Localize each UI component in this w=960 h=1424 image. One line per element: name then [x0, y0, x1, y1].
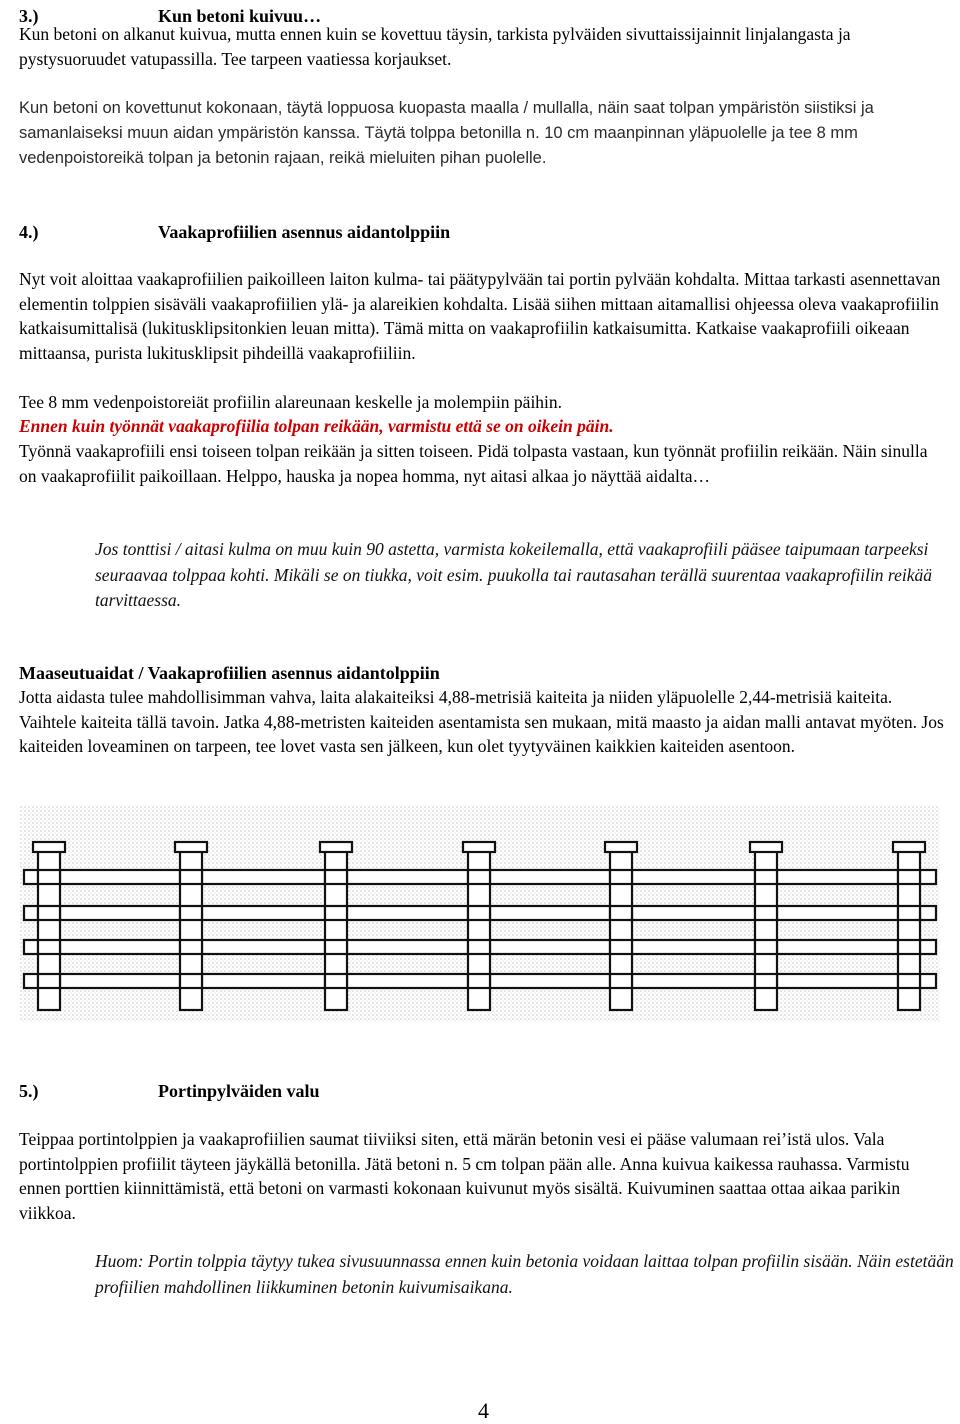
fence-post-cap — [320, 842, 352, 852]
rail-joint — [180, 974, 202, 988]
rail-joint — [325, 870, 347, 884]
rail-joint — [180, 870, 202, 884]
rail-joint — [610, 906, 632, 920]
section-number: 5.) — [19, 1081, 39, 1101]
rail-joint — [38, 870, 60, 884]
rail-joint — [898, 974, 920, 988]
section-title: Kun betoni kuivuu… — [158, 6, 322, 26]
rail-joint — [610, 940, 632, 954]
rail-joint — [38, 906, 60, 920]
rail-joint — [180, 906, 202, 920]
fence-rail-illustration — [20, 806, 940, 1022]
rail-joint — [755, 940, 777, 954]
rail-joint — [468, 870, 490, 884]
section-4-paragraph-1: Nyt voit aloittaa vaakaprofiilien paikoilleen laiton kulma- tai päätypylvään tai portin pylvään kohdalta. Mittaa tarkasti asennettavan elementin tolppien sisäväli vaakaprofiilien ylä- ja alareikien kohdalta. Lisää siihen mittaan aitamallisi ohjeessa oleva vaakaprofiilin katkaisumittalisä (lukitusklipsitonkien leuan mitta). Tämä mitta on vaakaprofiilin katkaisumitta. Katkaise vaakaprofiili oikeaan mittaansa, purista lukitusklipsit pihdeillä vaakaprofiiliin. — [19, 269, 941, 363]
rail-joint — [325, 974, 347, 988]
section-3-paragraph: Kun betoni on kovettunut kokonaan, täytä loppuosa kuopasta maalla / mullalla, näin saat tolpan ympäristön siistiksi ja samanlaiseksi muun aidan ympäristön kanssa. Täytä tolppa betonilla n. 10 cm maanpinnan yläpuolelle ja tee 8 mm vedenpoistoreikä tolpan ja betonin rajaan, reikä mieluiten pihan puolelle. — [19, 99, 874, 167]
rail-joint — [468, 974, 490, 988]
fence-post-cap — [893, 842, 925, 852]
section-3-intro: Kun betoni on alkanut kuivua, mutta ennen kuin se kovettuu täysin, tarkista pylväiden sivuttaissijainnit linjalangasta ja pystysuoruudet vatupassilla. Tee tarpeen vaatiessa korjaukset. — [19, 24, 851, 69]
section-number: 3.) — [19, 6, 39, 26]
fence-post-cap — [33, 842, 65, 852]
warning-text: Ennen kuin työnnät vaakaprofiilia tolpan reikään, varmistu että se on oikein päin. — [19, 416, 614, 436]
rural-heading: Maaseutuaidat / Vaakaprofiilien asennus aidantolppiin — [19, 663, 440, 683]
page-number: 4 — [478, 1398, 489, 1423]
fence-post-cap — [605, 842, 637, 852]
rail-joint — [180, 940, 202, 954]
angle-note: Jos tonttisi / aitasi kulma on muu kuin 90 astetta, varmista kokeilemalla, että vaakaprofiili pääsee taipumaan tarpeeksi seuraavaa tolppaa kohti. Mikäli se on tiukka, voit esim. puukolla tai rautasahan terällä suurentaa vaakaprofiilin reikää tarvittaessa. — [95, 539, 932, 610]
rail-joint — [898, 906, 920, 920]
rail-joint — [610, 870, 632, 884]
fence-post-cap — [175, 842, 207, 852]
section-4-paragraph-2: Tee 8 mm vedenpoistoreiät profiilin alareunaan keskelle ja molempiin päihin. — [19, 392, 563, 412]
fence-post-cap — [750, 842, 782, 852]
rail-joint — [755, 974, 777, 988]
rail-joint — [325, 940, 347, 954]
section-4-paragraph-3: Työnnä vaakaprofiili ensi toiseen tolpan reikään ja sitten toiseen. Pidä tolpasta vastaan, kun työnnät profiilin reikään. Näin sinulla on vaakaprofiilit paikoillaan. Helppo, hauska ja nopea homma, nyt aitasi alkaa jo näyttää aidalta… — [19, 441, 928, 486]
rail-joint — [755, 906, 777, 920]
section-title: Vaakaprofiilien asennus aidantolppiin — [158, 222, 451, 242]
rail-joint — [325, 906, 347, 920]
rail-joint — [38, 940, 60, 954]
section-number: 4.) — [19, 222, 39, 242]
section-4-heading — [19, 220, 450, 244]
rural-paragraph: Jotta aidasta tulee mahdollisimman vahva, laita alakaiteiksi 4,88-metrisiä kaiteita ja niiden yläpuolelle 2,44-metrisiä kaiteita. Vaihtele kaiteita tällä tavoin. Jatka 4,88-metristen kaiteiden asentamista sen mukaan, mitä maasto ja aidan malli antavat myöten. Jos kaiteiden loveaminen on tarpeen, tee lovet vasta sen jälkeen, kun olet tyytyväinen kaikkien kaiteiden asentoon. — [19, 687, 944, 756]
rail-joint — [468, 906, 490, 920]
fence-post-cap — [463, 842, 495, 852]
rail-joint — [898, 940, 920, 954]
rail-joint — [898, 870, 920, 884]
rail-joint — [755, 870, 777, 884]
rail-joint — [468, 940, 490, 954]
section-5-heading — [19, 1079, 320, 1103]
rail-joint — [610, 974, 632, 988]
gate-post-note: Huom: Portin tolppia täytyy tukea sivusuunnassa ennen kuin betonia voidaan laittaa tolpan profiilin sisään. Näin estetään profiilien mahdollinen liikkuminen betonin kuivumisaikana. — [95, 1251, 954, 1297]
rail-joint — [38, 974, 60, 988]
section-5-paragraph: Teippaa portintolppien ja vaakaprofiilien saumat tiiviiksi siten, että märän betonin vesi ei pääse valumaan rei’istä ulos. Vala portintolppien profiilit täyteen jäykällä betonilla. Jätä betoni n. 5 cm tolpan pään alle. Anna kuivua kaikessa rauhassa. Varmistu ennen porttien kiinnittämistä, että betoni on varmasti kokonaan kuivunut myös sisältä. Kuivuminen saattaa ottaa aikaa parikin viikkoa. — [19, 1129, 910, 1223]
section-title: Portinpylväiden valu — [158, 1081, 320, 1101]
